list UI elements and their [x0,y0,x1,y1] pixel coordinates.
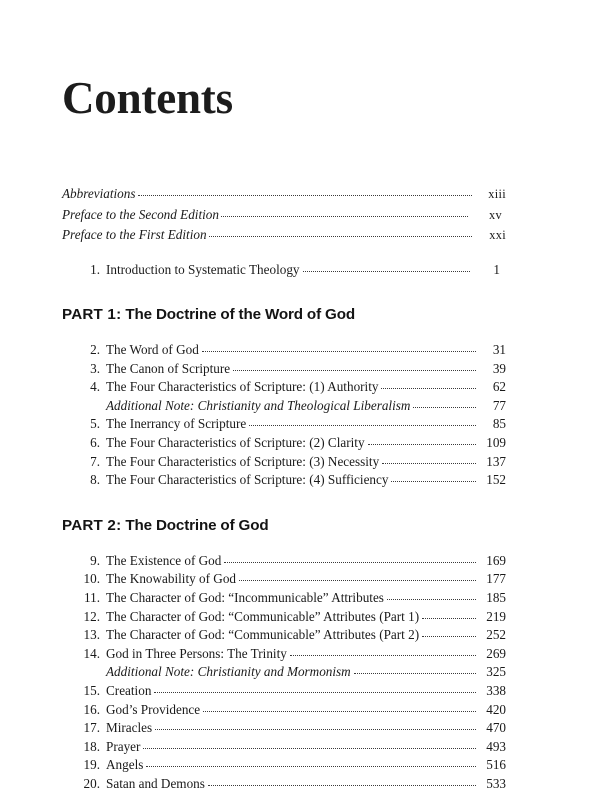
chapter-entry[interactable] [62,608,506,627]
chapter-number: 18. [83,738,100,754]
entry-title: Abbreviations [62,186,136,201]
table-of-contents [62,184,506,794]
page-number: 109 [486,435,506,451]
chapter-entry[interactable] [62,738,506,757]
chapter-number: 19. [83,757,100,773]
leader-dots [290,646,476,658]
page-number: 470 [486,720,506,736]
entry-title: Satan and Demons [106,775,205,791]
chapter-number: 8. [90,472,100,488]
page-number: 493 [486,738,506,754]
chapter-entry[interactable] [62,261,506,280]
part-heading [62,516,506,536]
chapter-number: 5. [90,416,100,432]
leader-dots [382,454,476,466]
page-number: 1 [493,261,500,277]
page-number: 39 [492,360,506,376]
page-number: 31 [492,342,506,358]
front-matter-entry[interactable] [62,205,506,226]
page-number: 77 [492,397,506,413]
chapter-entry[interactable] [62,775,506,794]
chapter-entry[interactable] [62,453,506,472]
chapter-number: 9. [90,552,100,568]
page-number: 85 [492,416,506,432]
leader-dots [303,262,470,274]
chapter-list [62,341,506,490]
entry-title: Miracles [106,720,153,736]
page-number: 338 [486,683,506,698]
leader-dots [233,361,476,373]
chapter-number: 4. [90,379,100,395]
chapter-number: 20. [83,775,100,791]
leader-dots [239,571,476,583]
leader-dots [202,342,476,354]
page-number: 185 [486,590,506,606]
entry-title: The Four Characteristics of Scripture: (3) Necessity [106,453,380,469]
chapter-entry[interactable] [62,589,506,608]
part-title: The Doctrine of the Word of God [125,306,355,324]
chapter-entry[interactable] [62,645,506,664]
page-number: 62 [492,379,506,395]
chapter-list [62,552,506,794]
leader-dots [354,664,476,676]
chapter-number: 16. [83,701,100,717]
chapter-entry[interactable] [62,552,506,571]
chapter-number: 10. [83,571,100,587]
chapter-entry[interactable] [62,570,506,589]
leader-dots [221,207,468,219]
chapter-entry[interactable] [62,415,506,434]
page-number: 152 [486,472,506,488]
page-number: 269 [486,645,506,661]
entry-title: The Existence of God [106,552,222,568]
chapter-number: 3. [90,360,100,376]
page-number: 516 [486,757,506,773]
entry-title: The Word of God [106,342,199,358]
entry-title: The Character of God: “Communicable” Attributes (Part 2) [106,627,420,643]
chapter-entry[interactable] [62,360,506,379]
chapter-number: 12. [83,608,100,624]
leader-dots [368,435,476,447]
page-number: 137 [486,453,506,469]
leader-dots [154,683,476,695]
leader-dots [143,739,476,751]
entry-title: The Canon of Scripture [106,360,231,376]
leader-dots [422,609,476,621]
leader-dots [203,702,476,714]
page-number: 252 [486,627,506,643]
chapter-number: 2. [90,342,100,358]
page-number: 420 [486,701,506,717]
chapter-number: 6. [90,435,100,451]
part-label: PART 1: [62,306,122,324]
entry-title: The Four Characteristics of Scripture: (2) Clarity [106,435,365,451]
chapter-entry[interactable] [62,719,506,738]
page-number: xv [489,207,502,222]
page-title: Contents [62,73,233,123]
leader-dots [387,590,476,602]
chapter-entry[interactable] [62,626,506,645]
chapter-number: 11. [84,590,100,606]
intro-chapter-list [62,261,506,280]
chapter-entry[interactable] [62,701,506,720]
entry-title: The Four Characteristics of Scripture: (4) Sufficiency [106,472,389,488]
front-matter-list [62,184,506,246]
chapter-number: 1. [90,261,100,277]
leader-dots [224,553,476,565]
chapter-entry[interactable] [62,378,506,397]
leader-dots [422,627,476,639]
page-number: xiii [488,187,506,201]
entry-title: Angels [106,757,144,773]
part-heading [62,305,506,325]
chapter-number: 7. [90,453,100,469]
chapter-number: 13. [83,627,100,643]
part-title: The Doctrine of God [125,516,269,534]
chapter-number: 14. [83,645,100,661]
entry-title: Introduction to Systematic Theology [106,261,300,277]
entry-title: The Four Characteristics of Scripture: (1) Authority [106,379,379,395]
page-number: xxi [489,228,506,242]
entry-title: God in Three Persons: The Trinity [106,645,287,661]
page-number: 533 [486,775,506,791]
entry-title: The Character of God: “Incommunicable” Attributes [106,590,384,606]
entry-title: The Knowability of God [106,571,237,587]
chapter-entry[interactable] [62,434,506,453]
chapter-entry[interactable] [62,341,506,360]
leader-dots [209,227,472,239]
leader-dots [208,776,476,788]
leader-dots [146,757,476,769]
part-label: PART 2: [62,516,122,534]
page-number: 219 [486,608,506,624]
entry-title: Preface to the Second Edition [62,206,219,222]
chapter-number: 17. [83,720,100,736]
front-matter-entry[interactable] [62,184,506,205]
entry-title: God’s Providence [106,701,201,717]
chapter-entry[interactable] [62,756,506,775]
leader-dots [381,379,476,391]
entry-title: Creation [106,683,152,698]
chapter-entry[interactable] [62,471,506,490]
entry-title: Preface to the First Edition [62,227,207,242]
chapter-number: 15. [83,683,100,698]
page-number: 169 [486,552,506,568]
front-matter-entry[interactable] [62,225,506,246]
leader-dots [391,472,476,484]
leader-dots [155,720,476,732]
additional-note-entry[interactable] [62,663,506,682]
entry-title: Additional Note: Christianity and Mormonism [106,664,351,680]
entry-title: The Inerrancy of Scripture [106,416,247,432]
leader-dots [413,398,476,410]
leader-dots [138,186,473,198]
parts-container [62,305,506,793]
leader-dots [249,416,476,428]
page-number: 325 [486,664,506,680]
entry-title: The Character of God: “Communicable” Attributes (Part 1) [106,608,420,624]
entry-title: Prayer [106,738,141,754]
chapter-entry[interactable] [62,682,506,701]
page-number: 177 [486,571,506,587]
entry-title: Additional Note: Christianity and Theological Liberalism [106,397,411,413]
additional-note-entry[interactable] [62,397,506,416]
